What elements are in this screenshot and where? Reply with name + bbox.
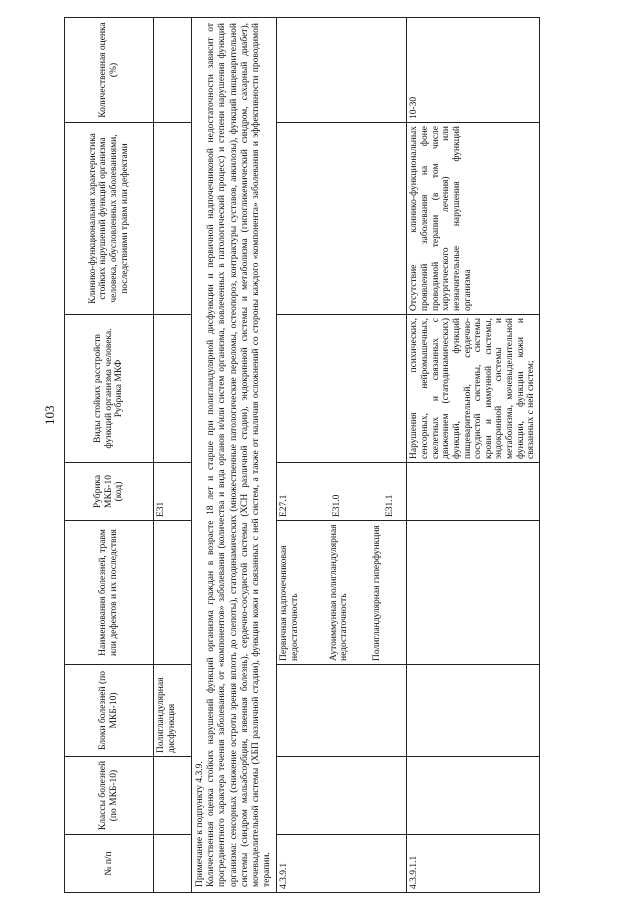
impairments-table — [64, 17, 540, 893]
table-row — [154, 18, 192, 893]
col-score-header: Количественная оценка (%) — [65, 18, 154, 123]
page-number: 103 — [42, 405, 57, 425]
col-clinical-header: Клинико-функциональная характеристика стойких нарушений функций организма человека, обусловленных заболеваниями, последствиями травм или дефектами — [65, 123, 154, 315]
row-number: 4.3.9.1 — [277, 835, 407, 893]
table-row — [407, 18, 540, 893]
table-row — [277, 18, 407, 893]
document-table-rotated — [64, 18, 611, 893]
col-names-header: Наименования болезней, травм или дефектов и их последствия — [65, 521, 154, 665]
disease-name: Первичная надпочечниковая недостаточность — [279, 545, 301, 661]
disease-code: E31.1 — [384, 494, 395, 517]
col-types-header: Виды стойких расстройств функций организма человека. Рубрика МКФ — [65, 315, 154, 463]
disease-code: E31.0 — [332, 494, 343, 517]
note-row — [192, 18, 277, 893]
clinical-description: Отсутствие клинико-функциональных проявлений заболевания на фоне проводимой терапии (в том числе хирургического лечения) или незначительные нарушения функций организма — [407, 123, 540, 315]
block-name: Полигландулярная дисфункция — [154, 665, 192, 757]
block-code: E31 — [154, 463, 192, 521]
col-code-header: Рубрика МКБ-10 (код) — [65, 463, 154, 521]
note-text: Количественная оценка стойких нарушений функций организма граждан в возрасте 18 лет и старше при полигландулярной дисфункции и первичной надпочечниковой недостаточности зависит от прогредиентного характера течения заболевания, от «компонентов» заболевания (количества и вида органов и/или систем организма, вовлеченных в патологический процесс) и степени нарушения функций организма: сенсорных (снижение остроты зрения вплоть до слепоты), статодинамических (множественные патологические переломы, остеопороз, контрактуры суставов, анкилозы), функций пищеварительной системы (синдром мальабсорбции, язвенная болезнь), сердечно-сосудистой системы (ХСН различной стадии), эндокринной системы и метаболизма (гипогликемический синдром, сахарный диабет), мочевыделительной системы (ХБП различной стадии), функции кожи и связанных с ней систем, а также от наличия осложнений со стороны каждого «компонента» заболевания и эффективности проводимой терапии. — [206, 23, 273, 887]
disease-names — [277, 521, 407, 665]
impairment-types: Нарушения психических, сенсорных, нейромышечных, скелетных и связанных с движением (статодинамических) функций, функций пищеварительной, сердечно-сосудистой системы, системы крови и иммунной системы, эндокринной системы и метаболизма, мочевыделительной функции, функции кожи и связанных с ней систем; — [407, 315, 540, 463]
disease-code: E27.1 — [279, 494, 290, 517]
disease-codes — [277, 463, 407, 521]
note-title: Примечание к подпункту 4.3.9. — [195, 761, 205, 887]
header-row — [65, 18, 154, 893]
col-num-header: № п/п — [65, 835, 154, 893]
col-blocks-header: Блоки болезней (по МКБ-10) — [65, 665, 154, 757]
col-classes-header: Классы болезней (по МКБ-10) — [65, 757, 154, 835]
disease-name: Аутоиммунная полигландулярная недостаточность — [328, 524, 350, 661]
row-number: 4.3.9.1.1 — [407, 835, 540, 893]
disease-name: Полигландулярная гиперфункция — [371, 525, 382, 661]
score-value: 10-30 — [407, 18, 540, 123]
note-cell — [192, 18, 277, 893]
